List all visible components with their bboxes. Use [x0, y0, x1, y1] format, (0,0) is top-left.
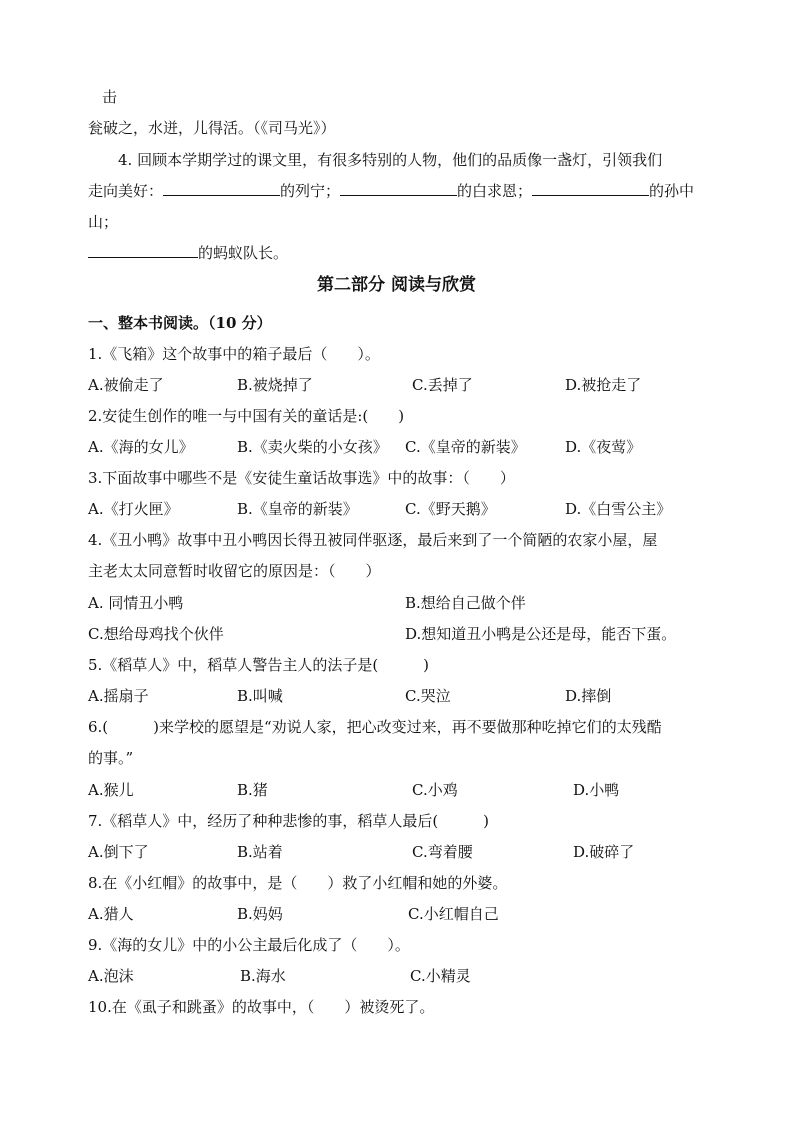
q2-stem: 2.安徒生创作的唯一与中国有关的童话是:( ) [88, 407, 405, 425]
q8-option-a[interactable]: A.猎人 [88, 905, 134, 923]
q9-option-b[interactable]: B.海水 [240, 967, 286, 985]
q3-option-d[interactable]: D.《白雪公主》 [565, 500, 672, 518]
q6-option-d[interactable]: D.小鸭 [573, 781, 620, 799]
q4-option-c[interactable]: C.想给母鸡找个伙伴 [88, 625, 224, 643]
q1-option-a[interactable]: A.被偷走了 [88, 376, 164, 394]
q3-option-a[interactable]: A.《打火匣》 [88, 500, 179, 518]
q4-bethune: 的白求恩； [457, 182, 533, 200]
q2-option-d[interactable]: D.《夜莺》 [565, 438, 642, 456]
simaguang-line: 瓮破之，水迸，儿得活。（《司马光》） [88, 119, 336, 137]
q1-option-c[interactable]: C.丢掉了 [412, 376, 473, 394]
q1-stem: 1.《飞箱》这个故事中的箱子最后（ ）。 [88, 345, 380, 363]
q4-lenin: 的列宁； [280, 182, 341, 200]
q8-option-b[interactable]: B.妈妈 [237, 905, 283, 923]
q9-stem: 9.《海的女儿》中的小公主最后化成了（ ）。 [88, 936, 410, 954]
q2-option-a[interactable]: A.《海的女儿》 [88, 438, 194, 456]
q6-option-c[interactable]: C.小鸡 [412, 781, 458, 799]
q4-line-1: 4. 回顾本学期学过的课文里，有很多特别的人物，他们的品质像一盏灯，引领我们 [118, 151, 663, 169]
blank-lenin[interactable] [163, 181, 280, 196]
q4-sun: 的孙中 [649, 182, 695, 200]
q4-option-d[interactable]: D.想知道丑小鸭是公还是母，能否下蛋。 [405, 625, 677, 643]
q1-option-b[interactable]: B.被烧掉了 [237, 376, 313, 394]
q4-option-a[interactable]: A. 同情丑小鸭 [88, 594, 184, 612]
q3-option-b[interactable]: B.《皇帝的新装》 [237, 500, 358, 518]
q5-stem: 5.《稻草人》中，稻草人警告主人的法子是( ) [88, 656, 430, 674]
q3-stem: 3.下面故事中哪些不是《安徒生童话故事选》中的故事：（ ） [88, 469, 515, 487]
q4-prefix: 走向美好： [88, 182, 164, 200]
q4-stem-cont: 主老太太同意暂时收留它的原因是：（ ） [88, 562, 381, 580]
q1-option-d[interactable]: D.被抢走了 [565, 376, 642, 394]
q4-stem: 4.《丑小鸭》故事中丑小鸭因长得丑被同伴驱逐，最后来到了一个简陋的农家小屋，屋 [88, 531, 658, 549]
q4-option-b[interactable]: B.想给自己做个伴 [405, 594, 526, 612]
q8-option-c[interactable]: C.小红帽自己 [408, 905, 499, 923]
q6-option-a[interactable]: A.猴儿 [88, 781, 134, 799]
q7-option-c[interactable]: C.弯着腰 [412, 843, 473, 861]
blank-bethune[interactable] [340, 181, 457, 196]
q6-stem-cont: 的事。” [88, 749, 134, 767]
q4-line-4 [88, 243, 288, 263]
q6-option-b[interactable]: B.猪 [237, 781, 268, 799]
q8-stem: 8.在《小红帽》的故事中，是（ ）救了小红帽和她的外婆。 [88, 874, 508, 892]
q4-line-2 [88, 181, 694, 201]
q5-option-a[interactable]: A.摇扇子 [88, 687, 149, 705]
section1-heading: 一、整本书阅读。（10 分） [88, 314, 272, 332]
q7-option-a[interactable]: A.倒下了 [88, 843, 149, 861]
q5-option-d[interactable]: D.摔倒 [565, 687, 612, 705]
fragment-ji: 击 [102, 88, 118, 106]
q2-option-c[interactable]: C.《皇帝的新装》 [405, 438, 526, 456]
q7-option-b[interactable]: B.站着 [237, 843, 283, 861]
q9-option-a[interactable]: A.泡沫 [88, 967, 134, 985]
q10-stem: 10.在《虱子和跳蚤》的故事中，（ ）被烫死了。 [88, 998, 435, 1016]
q3-option-c[interactable]: C.《野天鹅》 [405, 500, 496, 518]
q7-stem: 7.《稻草人》中，经历了种种悲惨的事，稻草人最后( ) [88, 812, 490, 830]
part2-title: 第二部分 阅读与欣赏 [317, 275, 476, 295]
q5-option-c[interactable]: C.哭泣 [405, 687, 451, 705]
q2-option-b[interactable]: B.《卖火柴的小女孩》 [237, 438, 388, 456]
q5-option-b[interactable]: B.叫喊 [237, 687, 283, 705]
q9-option-c[interactable]: C.小精灵 [410, 967, 471, 985]
q4-ant: 的蚂蚁队长。 [198, 244, 289, 262]
blank-sun[interactable] [532, 181, 649, 196]
q6-stem: 6.( )来学校的愿望是“劝说人家，把心改变过来，再不要做那种吃掉它们的太残酷 [88, 718, 662, 736]
q7-option-d[interactable]: D.破碎了 [573, 843, 635, 861]
q4-line-3: 山； [88, 213, 119, 231]
blank-ant-captain[interactable] [88, 243, 198, 258]
